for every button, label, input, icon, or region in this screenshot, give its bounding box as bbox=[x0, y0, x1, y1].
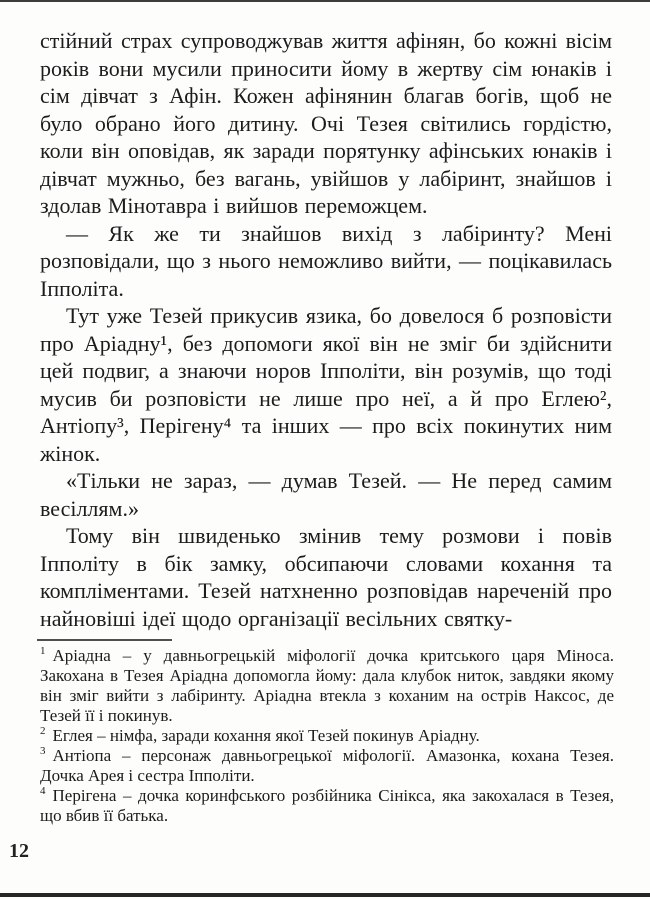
scan-bottom-edge bbox=[0, 893, 650, 897]
footnote-marker: 3 bbox=[40, 745, 46, 758]
paragraph-quote: «Тільки не зараз, — думав Тезей. — Не перед самим весіллям.» bbox=[40, 468, 612, 521]
footnote-separator bbox=[37, 639, 172, 641]
footnotes bbox=[40, 646, 614, 826]
footnote-marker: 2 bbox=[40, 725, 46, 738]
footnote-text: Аріадна – у давньогрецькій міфології дочка критського царя Міноса. Закохана в Тезея Аріадна допомогла йому: дала клубок ниток, завдяки якому він зміг вийти з лабіринту. Аріадна втекла з коханим на острів Наксос, де Тезей її і покинув. bbox=[40, 646, 614, 725]
footnote-text: Перігена – дочка коринфського розбійника Сінікса, яка закохалася в Тезея, що вбив її батька. bbox=[40, 786, 614, 825]
scan-top-edge bbox=[0, 0, 650, 2]
footnote bbox=[40, 726, 614, 746]
paragraph-dialogue: — Як же ти знайшов вихід з лабіринту? Мені розповідали, що з нього неможливо вийти, — поцікавилась Іпполіта. bbox=[40, 220, 612, 301]
page-number: 12 bbox=[9, 840, 29, 862]
footnote bbox=[40, 646, 614, 726]
footnote-marker: 4 bbox=[40, 785, 46, 798]
footnote bbox=[40, 746, 614, 786]
footnote-text: Еглея – німфа, заради кохання якої Тезей покинув Аріадну. bbox=[52, 726, 480, 745]
footnote bbox=[40, 786, 614, 826]
body-text bbox=[40, 27, 612, 632]
footnote-marker: 1 bbox=[40, 645, 46, 658]
paragraph: Тому він швиденько змінив тему розмови і повів Іпполіту в бік замку, обсипаючи словами кохання та компліментами. Тезей натхненно розповідав нареченій про найновіші ідеї щодо організації весільних святку- bbox=[40, 523, 612, 631]
paragraph: Тут уже Тезей прикусив язика, бо довелося б розповісти про Аріадну¹, без допомоги якої він не зміг би здійснити цей подвиг, а знаючи норов Іпполіти, він розумів, що тоді мусив би розповісти не лише про неї, а й про Еглею², Антіопу³, Перігену⁴ та інших — про всіх покинутих ним жінок. bbox=[40, 303, 612, 466]
paragraph: стійний страх супроводжував життя афінян, бо кожні вісім років вони мусили приносити йому в жертву сім юнаків і сім дівчат з Афін. Кожен афінянин благав богів, щоб не було обрано його дитину. Очі Тезея світились гордістю, коли він оповідав, як заради порятунку афінських юнаків і дівчат мужньо, без вагань, увійшов у лабіринт, знайшов і здолав Мінотавра і вийшов переможцем. bbox=[40, 28, 612, 218]
footnote-text: Антіопа – персонаж давньогрецької міфології. Амазонка, кохана Тезея. Дочка Арея і сестра Іпполіти. bbox=[40, 746, 614, 785]
